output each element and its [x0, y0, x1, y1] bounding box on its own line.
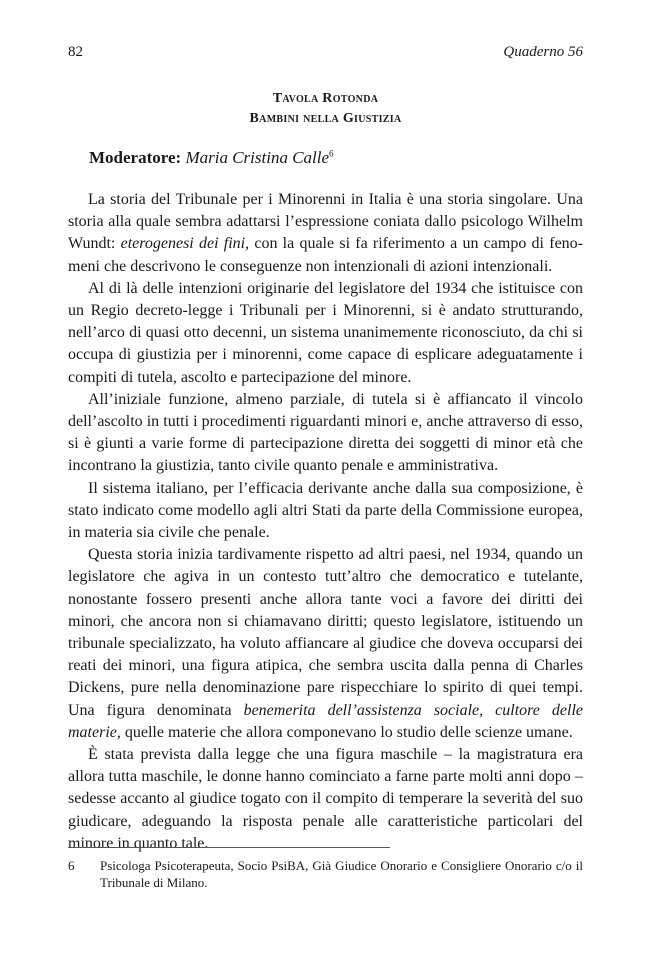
- moderator-label: Moderatore:: [89, 148, 182, 167]
- footnote-ref: 6: [329, 148, 334, 159]
- moderator-line: [89, 147, 334, 169]
- title-line-1: Tavola Rotonda: [272, 91, 379, 106]
- footnote-number: 6: [68, 858, 75, 873]
- paragraph-3: All’iniziale funzione, almeno parziale, di tutela si è affiancato il vincolo dell’ascolto in tutti i procedimenti riguardanti minori e, anche attraverso di esso, si è giunti a varie forme di partecipazione diretta dei soggetti di minor età che incontrano la giustizia, tanto civile quanto penale e amministrativa.: [68, 390, 583, 475]
- paragraph-1: [68, 189, 583, 278]
- paragraph-5-italic: benemerita dell’assistenza sociale, cultore delle materie,: [68, 701, 584, 741]
- section-title: [68, 89, 583, 129]
- body-text: [68, 189, 583, 855]
- footnote-text: Psicologa Psicoterapeuta, Socio PsiBA, Già Giudice Onorario e Consigliere Onorario c/o il Tribunale di Milano.: [100, 858, 583, 890]
- paragraph-4: Il sistema italiano, per l’efficacia derivante anche dalla sua composizione, è stato indicato come modello agli altri Stati da parte della Commissione europea, in materia sia civile che penale.: [68, 479, 583, 542]
- paragraph-1-text-a: La storia del Tribunale per i Minorenni in Italia è una storia singolare. Una storia alla quale sembra adattarsi l’espressione coniata dallo psicologo Wilhelm Wundt:: [68, 191, 583, 253]
- paragraph-5-text-a: Questa storia inizia tardivamente rispetto ad altri paesi, nel 1934, quando un legislatore che agiva in un contesto tutt’altro che democratico e tutelante, nonostante fossero presenti anche allora tante voci a favore dei diritti dei minori, che ancora non si chiamavano diritti; questo legislatore, istituendo un tribunale specializzato, ha voluto affiancare al giudice che doveva occuparsi dei reati dei minori, una figura atipica, che sembra uscita dalla penna di Charles Dickens, pure nella denominazione pare rispecchiare lo spirito di quei tempi. Una figura denominata: [68, 546, 583, 719]
- moderator-name: Maria Cristina Calle: [185, 148, 330, 167]
- journal-title: Quaderno 56: [503, 44, 583, 60]
- running-head: [68, 44, 583, 61]
- footnote-divider: [68, 847, 390, 848]
- paragraph-1-text-b: con la quale si fa riferimento a un campo di fenomeni che descrivono le conseguenze non intenzionali di azioni intenzionali.: [68, 235, 583, 275]
- paragraph-5: [68, 544, 583, 744]
- footnote: [68, 857, 583, 891]
- paragraph-6: È stata prevista dalla legge che una figura maschile – la magistratura era allora tutta maschile, le donne hanno cominciato a farne parte molti anni dopo – sedesse accanto al giudice togato con il compito di temperare la severità del suo giudicare, adeguando la risposta penale alle caratteristiche particolari del minore in quanto tale.: [68, 746, 583, 852]
- paragraph-2: Al di là delle intenzioni originarie del legislatore del 1934 che istituisce con un Regio decreto-legge i Tribunali per i Minorenni, si è andato strutturando, nell’arco di quasi otto decenni, un sistema unanimemente riconosciuto, da chi si occupa di giustizia per i minorenni, come capace di esplicare adeguatamente i compiti di tutela, ascolto e partecipazione del minore.: [68, 279, 583, 386]
- paragraph-1-italic: eterogenesi dei fini,: [120, 235, 250, 253]
- paragraph-5-text-b: quelle materie che allora componevano lo studio delle scienze umane.: [120, 723, 573, 741]
- title-line-2: Bambini nella Giustizia: [249, 111, 402, 126]
- page-number: 82: [68, 44, 83, 60]
